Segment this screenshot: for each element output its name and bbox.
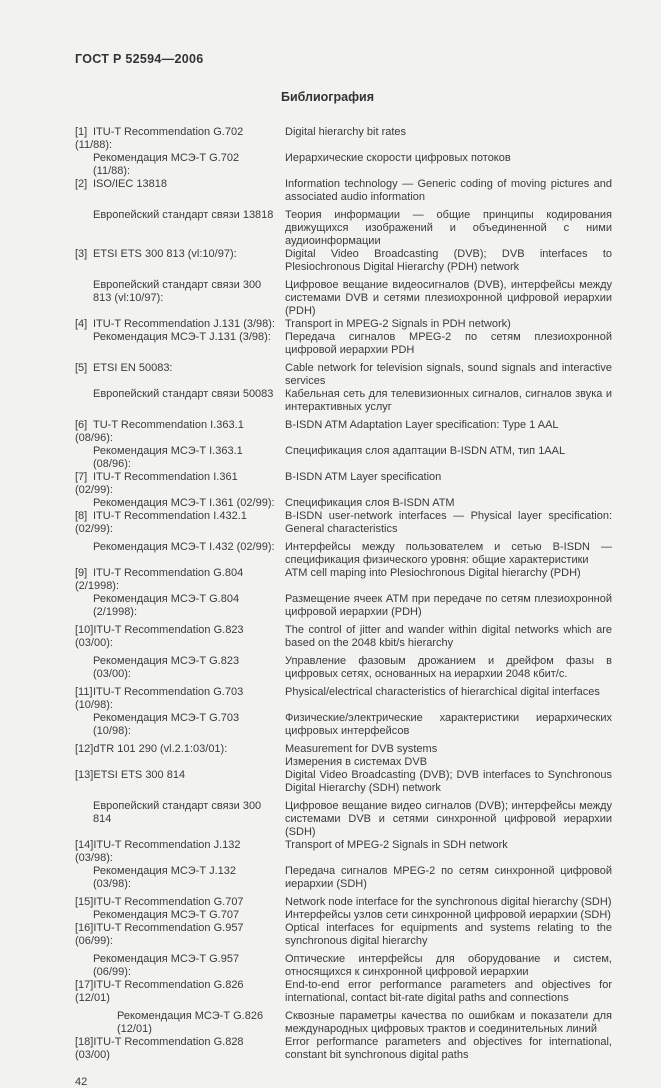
reference-cell	[75, 743, 285, 756]
reference-text: ITU-T Recommendation I.432.1 (02/99):	[75, 510, 247, 535]
reference-text: Европейский стандарт связи 13818	[93, 209, 274, 221]
reference-text: Рекомендация МСЭ-Т G.957 (06/99):	[93, 953, 240, 978]
reference-number: [4]	[75, 318, 88, 330]
reference-cell	[75, 362, 285, 388]
bibliography-row	[75, 896, 612, 909]
bibliography-row	[75, 388, 612, 414]
reference-text: ETSI ETS 300 814	[93, 769, 186, 781]
reference-description: Интерфейсы между пользователем и сетью B-ISDN — спецификация физического уровня: общие характеристики	[285, 541, 612, 566]
reference-description: Information technology — Generic coding of moving pictures and associated audio information	[285, 178, 612, 203]
reference-cell	[75, 445, 285, 471]
reference-text: ITU-T Recommendation G.957 (06/99):	[75, 922, 244, 947]
reference-text: Рекомендация МСЭ-Т J.131 (3/98):	[93, 331, 271, 343]
bibliography-row	[75, 743, 612, 756]
reference-description: Error performance parameters and objectives for international, constant bit synchronous digital paths	[285, 1036, 612, 1061]
reference-description: Measurement for DVB systems	[285, 743, 438, 755]
reference-text: ITU-T Recommendation G.804 (2/1998):	[75, 567, 244, 592]
reference-number: [11]	[75, 686, 93, 698]
reference-number: [15]	[75, 896, 94, 908]
reference-description: Transport of MPEG-2 Signals in SDH network	[285, 839, 508, 851]
bibliography-row	[75, 1036, 612, 1062]
reference-text: ITU-T Recommendation G.702 (11/88):	[75, 126, 244, 151]
bibliography-row	[75, 922, 612, 948]
reference-cell	[75, 896, 285, 909]
reference-cell	[75, 655, 285, 681]
bibliography-row	[75, 279, 612, 318]
bibliography-row	[75, 712, 612, 738]
reference-text: Рекомендация МСЭ-Т J.132 (03/98):	[93, 865, 237, 890]
reference-text: ITU-T Recommendation J.131 (3/98):	[93, 318, 275, 330]
reference-text: Рекомендация МСЭ-Т I.363.1 (08/96):	[93, 445, 243, 470]
reference-description: Cable network for television signals, sound signals and interactive services	[285, 362, 612, 387]
reference-cell	[75, 979, 285, 1005]
reference-cell	[75, 800, 285, 839]
reference-number: [12]	[75, 743, 94, 755]
bibliography-row	[75, 953, 612, 979]
reference-text: Европейский стандарт связи 300 814	[93, 800, 262, 825]
bibliography-row	[75, 126, 612, 152]
bibliography-row	[75, 152, 612, 178]
bibliography-row	[75, 865, 612, 891]
bibliography-row	[75, 419, 612, 445]
reference-description: Digital Video Broadcasting (DVB); DVB interfaces to Plesiochronous Digital Hierarchy (PDH) network	[285, 248, 612, 273]
reference-description: Спецификация слоя B-ISDN ATM	[285, 497, 455, 509]
reference-cell	[75, 209, 285, 248]
reference-description: B-ISDN ATM Adaptation Layer specification: Type 1 AAL	[285, 419, 559, 431]
reference-text: dTR 101 290 (vl.2.1:03/01):	[93, 743, 228, 755]
reference-text: Рекомендация МСЭ-Т G.823 (03/00):	[93, 655, 240, 680]
reference-cell	[75, 909, 285, 922]
reference-text: Рекомендация МСЭ-Т G.707	[93, 909, 240, 921]
reference-text: ITU-T Recommendation G.703 (10/98):	[75, 686, 244, 711]
reference-cell	[75, 567, 285, 593]
reference-number: [5]	[75, 362, 88, 374]
reference-description: Digital hierarchy bit rates	[285, 126, 407, 138]
reference-description: Optical interfaces for equipments and systems relating to the synchronous digital hierarchy	[285, 922, 612, 947]
bibliography-row	[75, 593, 612, 619]
bibliography-row	[75, 839, 612, 865]
bibliography-row	[75, 567, 612, 593]
reference-cell	[75, 769, 285, 795]
reference-description: End-to-end error performance parameters and objectives for international, contact bit-rate digital paths and connections	[285, 979, 612, 1004]
reference-text: Европейский стандарт связи 300 813 (vl:10/97):	[93, 279, 262, 304]
reference-text: Рекомендация МСЭ-Т G.703 (10/98):	[93, 712, 240, 737]
reference-text: ITU-T Recommendation G.823 (03/00):	[75, 624, 244, 649]
reference-text: Европейский стандарт связи 50083	[93, 388, 274, 400]
reference-cell	[75, 510, 285, 536]
bibliography-row	[75, 1010, 612, 1036]
reference-text: Рекомендация МСЭ-Т G.826 (12/01)	[117, 1010, 264, 1035]
page-number: 42	[75, 1076, 88, 1088]
reference-text: ETSI ETS 300 813 (vl:10/97):	[93, 248, 237, 260]
bibliography-row	[75, 909, 612, 922]
reference-description: B-ISDN ATM Layer specification	[285, 471, 442, 483]
reference-cell	[75, 953, 285, 979]
reference-cell	[75, 922, 285, 948]
reference-description: The control of jitter and wander within digital networks which are based on the 2048 kbit/s hierarchy	[285, 624, 612, 649]
bibliography-row	[75, 209, 612, 248]
bibliography-row	[75, 769, 612, 795]
bibliography-row	[75, 362, 612, 388]
reference-cell	[75, 865, 285, 891]
reference-cell	[75, 686, 285, 712]
reference-description: Физические/электрические характеристики иерархических цифровых интерфейсов	[285, 712, 612, 737]
bibliography-row	[75, 497, 612, 510]
bibliography-row	[75, 979, 612, 1005]
reference-description: Сквозные параметры качества по ошибкам и показатели для международных цифровых трактов и соединительных линий	[285, 1010, 612, 1035]
reference-cell	[75, 1036, 285, 1062]
reference-number: [6]	[75, 419, 88, 431]
reference-cell	[75, 178, 285, 204]
reference-text: ITU-T Recommendation G.707	[93, 896, 244, 908]
bibliography-row	[75, 445, 612, 471]
reference-cell	[75, 126, 285, 152]
reference-text: ITU-T Recommendation I.361 (02/99):	[75, 471, 238, 496]
reference-description: ATM cell maping into Plesiochronous Digital hierarchy (PDH)	[285, 567, 581, 579]
reference-cell	[75, 839, 285, 865]
reference-text: Рекомендация МСЭ-Т G.804 (2/1998):	[93, 593, 240, 618]
reference-description: Спецификация слоя адаптации B-ISDN ATM, тип 1AAL	[285, 445, 566, 457]
reference-text: TU-T Recommendation I.363.1 (08/96):	[75, 419, 244, 444]
bibliography-row	[75, 178, 612, 204]
reference-description: Теория информации — общие принципы кодирования движущихся изображений и объединенной с ними аудиоинформации	[285, 209, 612, 247]
reference-description: Digital Video Broadcasting (DVB); DVB interfaces to Synchronous Digital Hierarchy (SDH) network	[285, 769, 612, 794]
reference-description: Кабельная сеть для телевизионных сигналов, сигналов звука и интерактивных услуг	[285, 388, 612, 413]
bibliography-row	[75, 541, 612, 567]
reference-cell	[75, 248, 285, 274]
reference-description: B-ISDN user-network interfaces — Physical layer specification: General characteristics	[285, 510, 612, 535]
bibliography-row	[75, 318, 612, 331]
reference-cell	[75, 712, 285, 738]
bibliography-row	[75, 248, 612, 274]
reference-description: Передача сигналов MPEG-2 по сетям синхронной цифровой иерархии (SDH)	[285, 865, 612, 890]
reference-description: Transport in MPEG-2 Signals in PDH network)	[285, 318, 511, 330]
reference-number: [17]	[75, 979, 94, 991]
bibliography-row	[75, 510, 612, 536]
reference-text: ETSI EN 50083:	[93, 362, 173, 374]
bibliography-row	[75, 331, 612, 357]
bibliography-row	[75, 686, 612, 712]
reference-text: Рекомендация МСЭ-Т G.702 (11/88):	[93, 152, 240, 177]
reference-cell	[75, 1010, 285, 1036]
reference-number: [3]	[75, 248, 88, 260]
reference-cell	[75, 624, 285, 650]
reference-cell	[75, 152, 285, 178]
reference-description: Network node interface for the synchronous digital hierarchy (SDH)	[285, 896, 612, 908]
reference-number: [18]	[75, 1036, 94, 1048]
reference-description: Управление фазовым дрожанием и дрейфом фазы в цифровых сетях, основанных на иерархии 2048 кбит/с.	[285, 655, 612, 680]
reference-number: [1]	[75, 126, 88, 138]
reference-cell	[75, 419, 285, 445]
reference-description: Оптические интерфейсы для оборудование и систем, относящихся к синхронной цифровой иерархии	[285, 953, 612, 978]
reference-description: Physical/electrical characteristics of hierarchical digital interfaces	[285, 686, 600, 698]
reference-cell	[75, 593, 285, 619]
bibliography-row	[75, 800, 612, 839]
reference-cell	[75, 331, 285, 357]
reference-number: [9]	[75, 567, 88, 579]
reference-number: [7]	[75, 471, 88, 483]
page-title: Библиография	[280, 90, 375, 104]
reference-number: [13]	[75, 769, 94, 781]
reference-number: [14]	[75, 839, 94, 851]
reference-text: Рекомендация МСЭ-Т I.432 (02/99):	[93, 541, 275, 553]
bibliography-row	[75, 471, 612, 497]
reference-cell	[75, 541, 285, 567]
reference-text: Рекомендация МСЭ-Т I.361 (02/99):	[93, 497, 275, 509]
reference-text: ITU-T Recommendation G.828 (03/00)	[75, 1036, 244, 1061]
bibliography-row	[75, 756, 612, 769]
reference-number: [16]	[75, 922, 94, 934]
document-header: ГОСТ Р 52594—2006	[75, 52, 204, 66]
reference-cell	[75, 471, 285, 497]
reference-text: ITU-T Recommendation G.826 (12/01)	[75, 979, 244, 1004]
bibliography-row	[75, 624, 612, 650]
reference-cell	[75, 497, 285, 510]
reference-cell	[75, 318, 285, 331]
reference-description: Цифровое вещание видео сигналов (DVB); интерфейсы между системами DVB и сетями синхронной цифровой иерархии (SDH)	[285, 800, 612, 838]
reference-number: [10]	[75, 624, 94, 636]
reference-cell	[75, 279, 285, 318]
reference-text: ISO/IEC 13818	[93, 178, 167, 190]
reference-description: Размещение ячеек ATM при передаче по сетям плезиохронной цифровой иерархии (PDH)	[285, 593, 612, 618]
reference-number: [2]	[75, 178, 88, 190]
reference-description: Передача сигналов MPEG-2 по сетям плезиохронной цифровой иерархии PDH	[285, 331, 612, 356]
reference-cell	[75, 756, 285, 769]
reference-cell	[75, 388, 285, 414]
reference-description: Интерфейсы узлов сети синхронной цифровой иерархии (SDH)	[285, 909, 611, 921]
reference-description: Иерархические скорости цифровых потоков	[285, 152, 511, 164]
reference-number: [8]	[75, 510, 88, 522]
reference-description: Цифровое вещание видеосигналов (DVB), интерфейсы между системами DVB и сетями плезиохронной цифровой иерархии (PDH)	[285, 279, 612, 317]
bibliography-list	[75, 126, 612, 1062]
bibliography-row	[75, 655, 612, 681]
reference-description: Измерения в системах DVB	[285, 756, 428, 768]
reference-text: ITU-T Recommendation J.132 (03/98):	[75, 839, 241, 864]
